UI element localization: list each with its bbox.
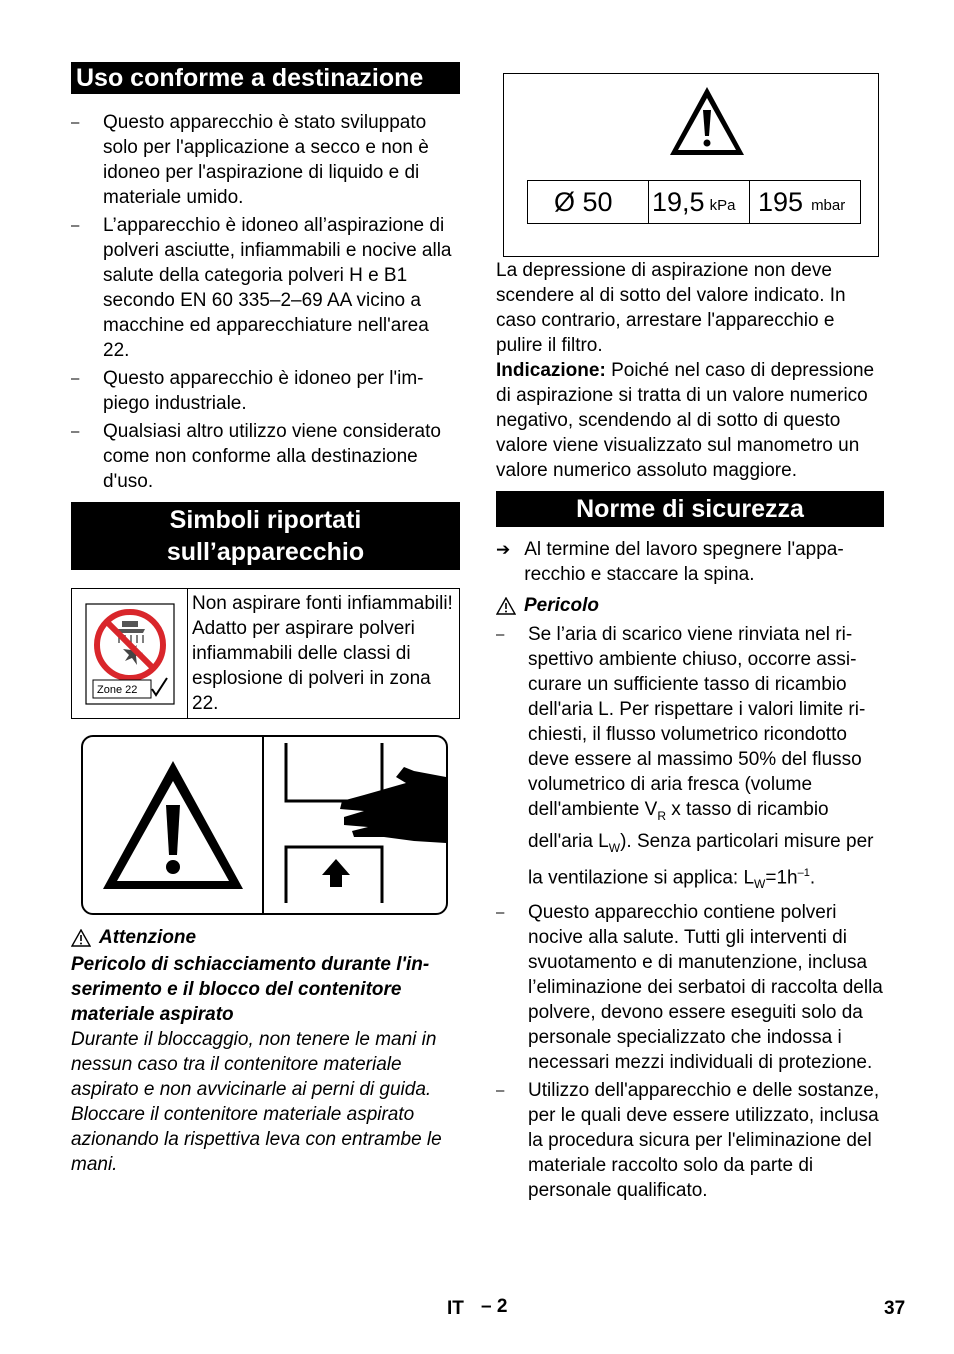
list-item: – Questo apparecchio contiene polveri nocive alla salute. Tutti gli interventi di svuotamento e di manutenzione, inclusa l’eliminazione dei serbatoi di raccolta della polvere, devono essere eseguiti solo da personale specializzato che indossa i necessari mezzi individuali di protezione.	[496, 901, 883, 1073]
caution-title: Pericolo di schiacciamento durante l'inserimento e il blocco del contenitore materiale aspirato	[71, 954, 430, 1025]
list-item: – Utilizzo dell'apparecchio e delle sostanze, per le quali deve essere utilizzato, inclusa la procedura sicura per l'eliminazione del materiale raccolto solo da parte di personale qualificato.	[496, 1079, 880, 1201]
vacuum-gauge-figure	[503, 73, 879, 257]
symbol-image-cell	[72, 589, 188, 718]
right-column	[503, 73, 884, 257]
danger-triangle-icon	[496, 597, 516, 615]
list-item: – L’apparecchio è idoneo all’aspirazione di polveri asciutte, infiammabili e nocive alla salute della categoria polveri H e B1 secondo EN 60 335–2–69 AA vicino a macchine ed apparecchiature nell'area 22.	[71, 215, 452, 361]
note-paragraph: Indicazione: Poiché nel caso di depressione di aspirazione si tratta di un valore numerico negativo, scendendo al di sotto di questo valore viene visualizzato sul manometro un valore numerico assoluto maggiore.	[496, 360, 875, 481]
footer-language: IT	[447, 1298, 464, 1319]
footer-page-number: 37	[884, 1298, 906, 1319]
dash-mark: –	[71, 217, 80, 234]
intended-use-list	[71, 110, 460, 494]
section-title-intended-use: Uso conforme a destinazione	[71, 62, 460, 94]
left-column	[71, 62, 460, 1177]
list-item: – Questo apparecchio è idoneo per l'impiego industriale.	[71, 368, 424, 414]
danger-heading: Pericolo	[496, 593, 884, 618]
dash-mark: –	[496, 626, 505, 643]
dash-mark: –	[496, 903, 505, 921]
arrow-right-icon: ➔	[496, 540, 511, 559]
gauge-diameter: Ø 50	[528, 181, 649, 223]
list-item: – Qualsiasi altro utilizzo viene considerato come non conforme alla destinazione d'uso.	[71, 421, 441, 492]
dash-mark: –	[71, 370, 80, 387]
danger-list	[496, 622, 884, 1203]
dash-mark: –	[71, 423, 80, 440]
caution-triangle-icon	[71, 929, 91, 947]
gauge-mbar: 195 mbar	[758, 186, 846, 217]
hand-crush-icon	[264, 737, 446, 913]
warning-triangle-icon	[667, 84, 747, 158]
symbol-description: Non aspirare fonti infiammabili! Adatto per aspirare polveri infiammabili delle classi di esplosione di polveri in zona 22.	[192, 593, 453, 714]
crush-warning-figure	[81, 735, 448, 915]
dash-mark: –	[71, 114, 80, 131]
caution-text: Durante il bloccaggio, non tenere le mani in nessun caso tra il contenitore materiale aspirato e non avvicinarle ai perni di guida. Bloccare il contenitore materiale aspirato azionando la rispettiva leva con entrambe le mani.	[71, 1029, 442, 1175]
list-item: – Se l’aria di scarico viene rinviata nel rispettivo ambiente chiuso, occorre assicurare un sufficiente tasso di ricambio dell'aria L. Per rispettare i valori limite richiesti, il flusso volumetrico ricondotto deve essere al massimo 50% del flusso volumetrico di aria fresca (volume dell'ambiente $V_R$ x tasso di ricambio dell'aria $L_W$). Senza particolari misure per la ventilazione si applica: $L_W=1h^{-1}$.	[496, 624, 874, 891]
footer-section-page: – 2	[481, 1296, 508, 1317]
list-item: – Questo apparecchio è stato sviluppato solo per l'applicazione a secco e non è idoneo per l'aspirazione di liquido e di materiale umido.	[71, 112, 429, 208]
gauge-kpa: 19,5 kPa	[649, 181, 750, 223]
warning-triangle-icon	[98, 755, 248, 895]
vacuum-paragraph: La depressione di aspirazione non deve scendere al di sotto del valore indicato. In caso contrario, arrestare l'apparecchio e pulire il filtro.	[496, 260, 846, 356]
dash-mark: –	[496, 1081, 505, 1099]
right-column-text	[496, 258, 884, 1206]
no-flammable-source-icon	[85, 603, 175, 705]
gauge-values	[527, 180, 861, 224]
instruction-item: ➔ Al termine del lavoro spegnere l'apparecchio e staccare la spina.	[496, 539, 844, 585]
section-title-symbols: Simboli riportati sull’apparecchio	[71, 502, 460, 570]
caution-heading: Attenzione	[71, 925, 460, 950]
zone-label: Zone 22	[96, 683, 137, 696]
symbol-table	[71, 588, 460, 719]
section-title-safety: Norme di sicurezza	[496, 491, 884, 527]
